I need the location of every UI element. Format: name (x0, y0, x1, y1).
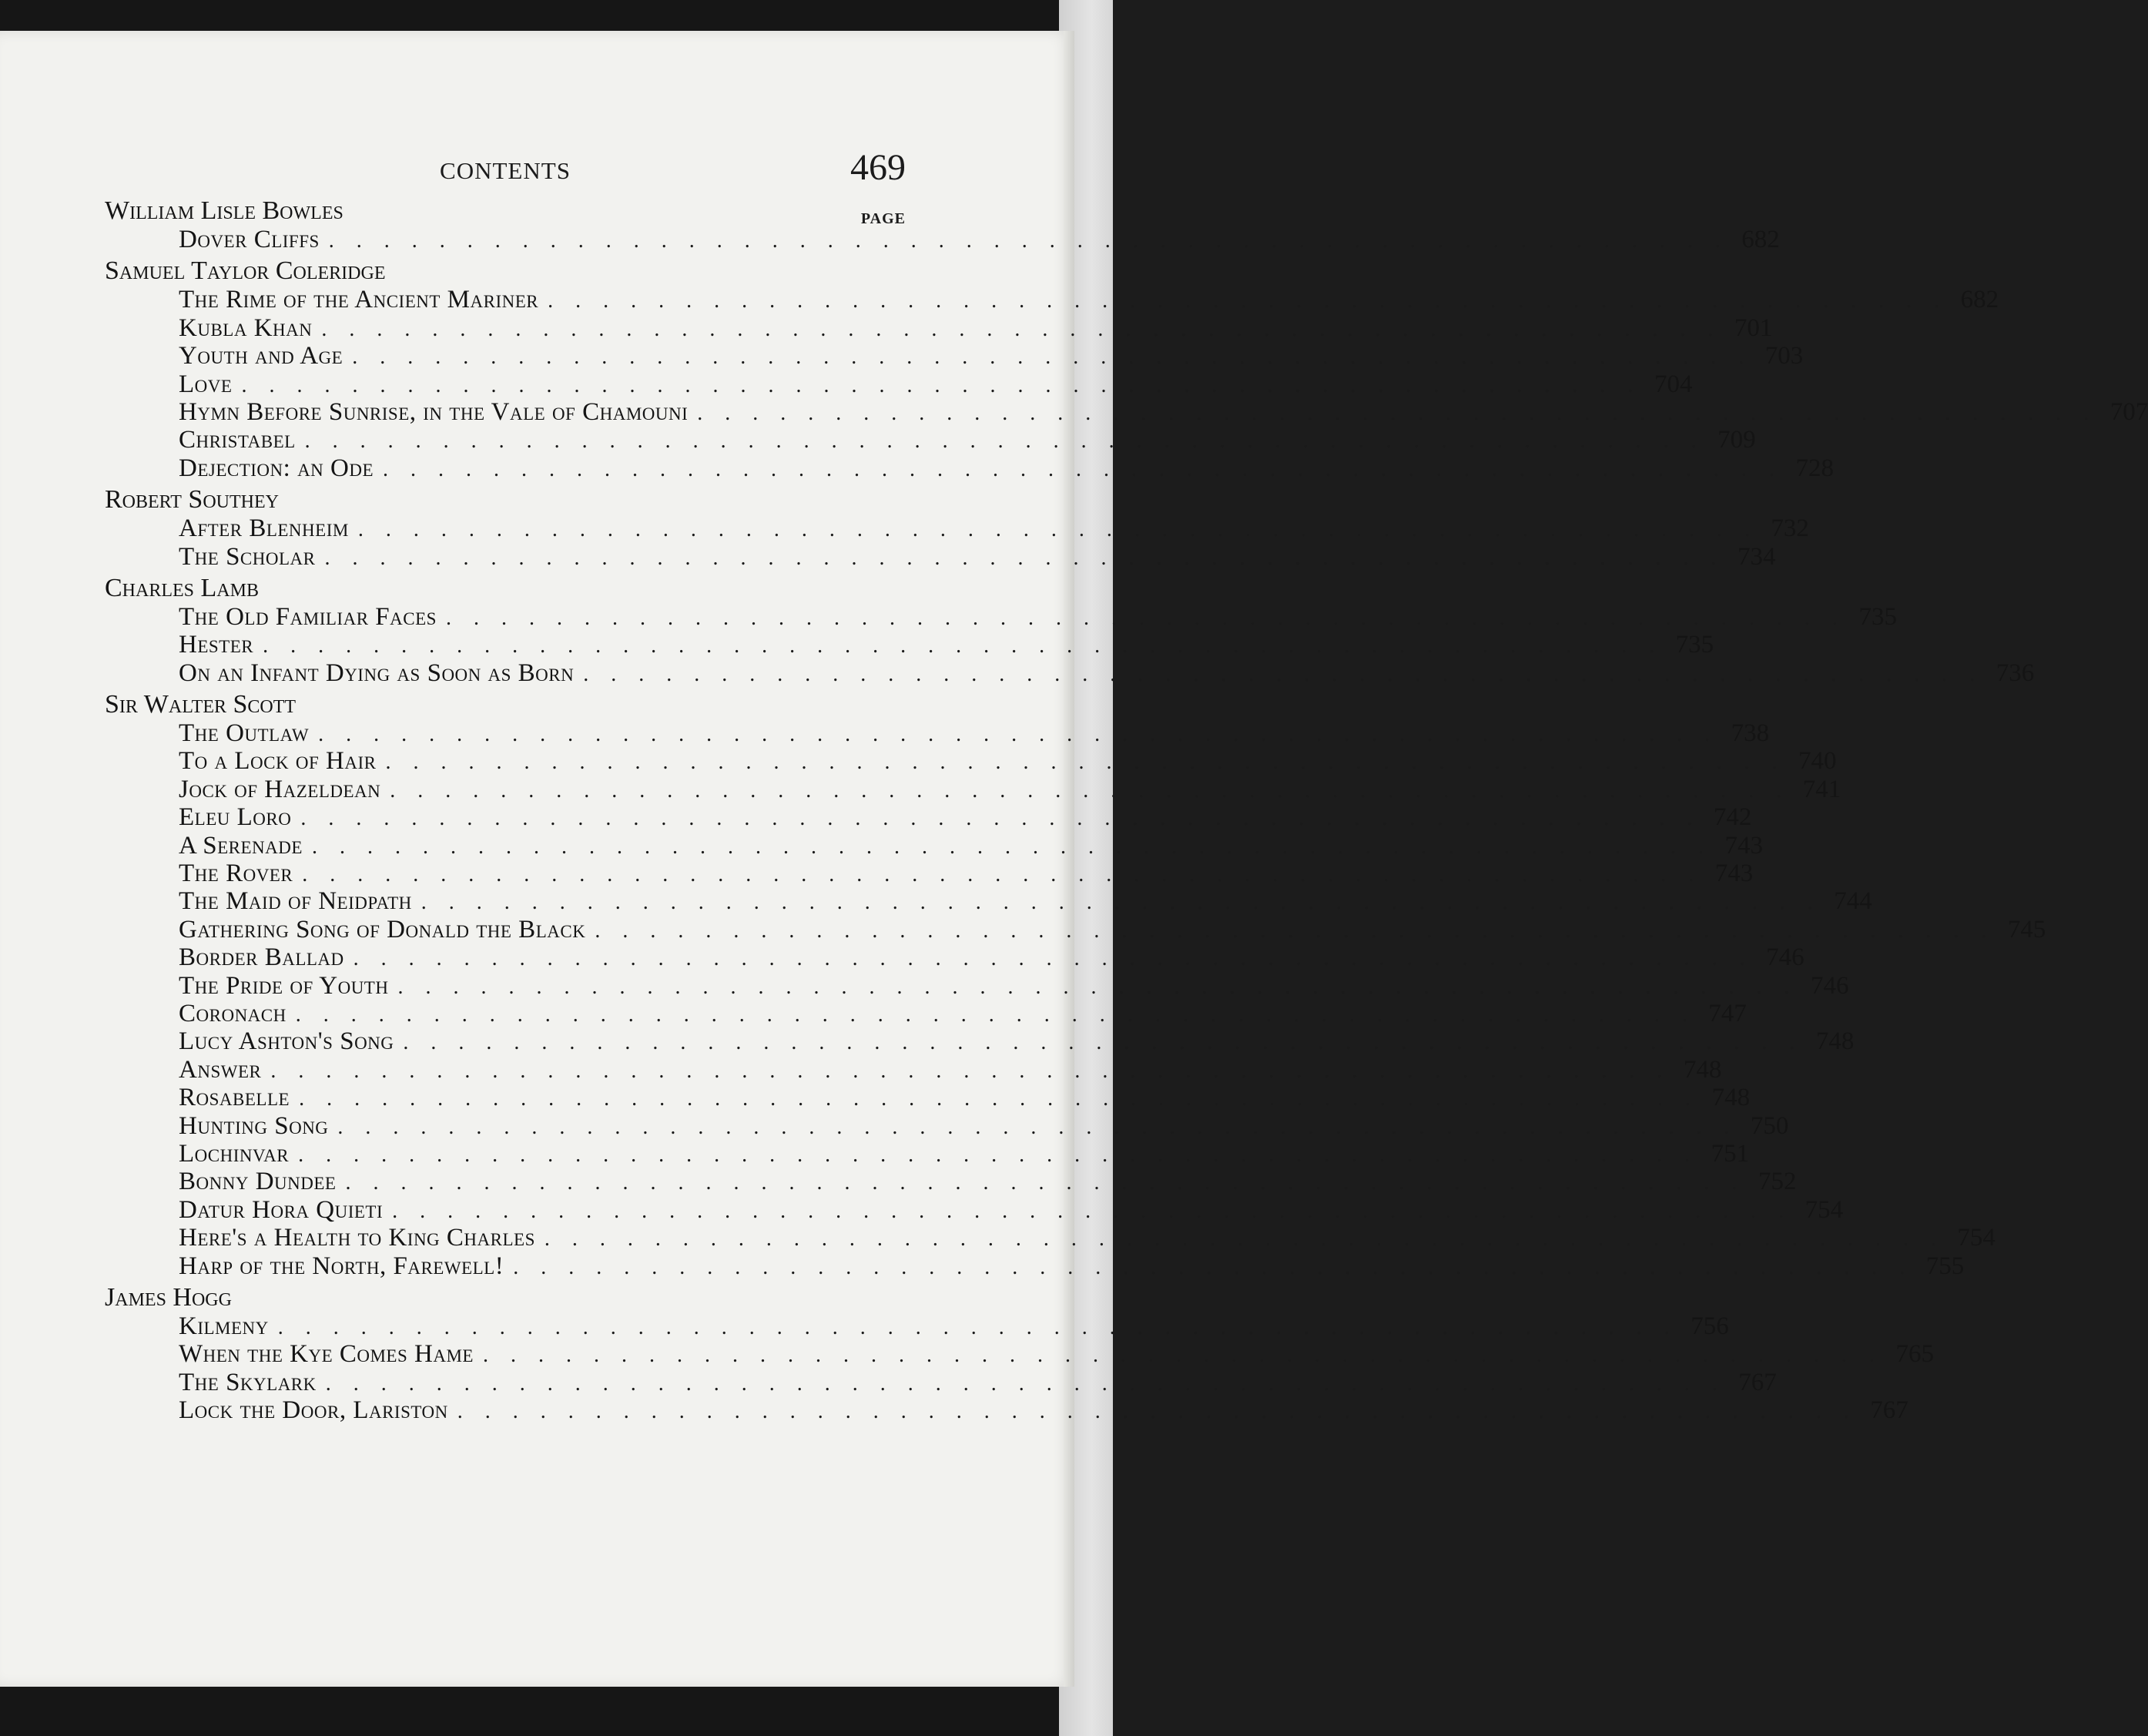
dot-leader: . . . . . . . . . . . . . . . . . . . . . . . . . . . . . . . . . . . . . . . . . . . . . . . . . . . (403, 1031, 1804, 1055)
dot-leader: . . . . . . . . . . . . . . . . . . . . . . . . . . . . . . . . . . . . . . . . . . . . . . . . . . . (302, 863, 1703, 887)
dot-leader: . . . . . . . . . . . . . . . . . . . . . . . . . . . . . . . . . . . . . . . . . . . . . . . . . . . (324, 545, 1725, 570)
entry-page-number: 738 (1731, 719, 1770, 748)
entry-title: Kubla Khan (179, 313, 313, 342)
dot-leader: . . . . . . . . . . . . . . . . . . . . . . . . . . . . . . . . . . . . . . . . . . . . . . . . . . . (392, 1198, 1793, 1223)
toc-entry (105, 1027, 1855, 1056)
entry-title: Hymn Before Sunrise, in the Vale of Chamouni (179, 397, 689, 426)
entry-page-number: 704 (1654, 370, 1693, 398)
entry-page-number: 707 (2109, 397, 2148, 426)
entry-title: The Scholar (179, 542, 316, 571)
toc-entry (105, 1224, 1996, 1252)
entry-title: Rosabelle (179, 1084, 290, 1112)
entry-page-number: 747 (1708, 999, 1747, 1027)
dot-leader: . . . . . . . . . . . . . . . . . . . . . . . . . . . . . . . . . . . . . . . . . . . . . . . . . . . (385, 750, 1786, 775)
entry-title: Coronach (179, 999, 287, 1027)
entry-title: The Outlaw (179, 719, 310, 748)
toc-entry (105, 1168, 1797, 1196)
entry-page-number: 682 (1960, 286, 1999, 314)
dot-leader: . . . . . . . . . . . . . . . . . . . . . . . . . . . . . . . . . . . . . . . . . . . . . . . . . . . (295, 1002, 1696, 1027)
author-heading: Charles Lamb (105, 573, 259, 602)
toc-entry (105, 999, 1747, 1027)
entry-page-number: 755 (1925, 1252, 1965, 1280)
entry-page-number: 734 (1737, 542, 1776, 571)
entry-title: Gathering Song of Donald the Black (179, 915, 586, 943)
dot-leader: . . . . . . . . . . . . . . . . . . . . . . . . . . . . . . . . . . . . . . . . . . . . . . . . . . . (352, 345, 1753, 370)
entry-title: Youth and Age (179, 342, 343, 370)
entry-page-number: 745 (2007, 915, 2046, 943)
entry-page-number: 703 (1764, 342, 1804, 370)
dot-leader: . . . . . . . . . . . . . . . . . . . . . . . . . . . . . . . . . . . . . . . . . . . . . . . . . . . (548, 289, 1949, 313)
dot-leader: . . . . . . . . . . . . . . . . . . . . . . . . . . . . . . . . . . . . . . . . . . . . . . . . . . . (270, 1058, 1671, 1083)
entry-page-number: 767 (1870, 1396, 1908, 1425)
author-heading: Sir Walter Scott (105, 690, 297, 719)
entry-title: Lock the Door, Lariston (179, 1396, 448, 1425)
dot-leader: . . . . . . . . . . . . . . . . . . . . . . . . . . . . . . . . . . . . . . . . . . . . . . . . . . . (241, 373, 1642, 397)
entry-title: A Serenade (179, 831, 303, 860)
dot-leader: . . . . . . . . . . . . . . . . . . . . . . . . . . . . . . . . . . . . . . . . . . . . . . . . . . . (583, 662, 1984, 686)
dot-leader: . . . . . . . . . . . . . . . . . . . . . . . . . . . . . . . . . . . . . . . . . . . . . . . . . . . (513, 1255, 1914, 1279)
table-of-contents: PAGE William Lisle Bowles Dover Cliffs . . . . . . . . . . . . . . . . . . . . . . . . . . . . . . . . . . . . . . . . . . . . . . . . . . . 682 Samuel Taylor Coleridge The Rime of the Ancient Mariner . . . . . . . . . . . . . . . . . . . . . . . . . . . . . . . . . . . . . . . . . . . . . . . . . . . 682 Kubla Khan . . . . . . . . . . . . . . . . . . . . . . . . . . . . . . . . . . . . . . . . . . . . . . . . . . . 701 Youth and Age . . . . . . . . . . . . . . . . . . . . . . . . . . . . . . . . . . . . . . . . . . . . . . . . . . . 703 Love . . . . . . . . . . . . . . . . . . . . . . . . . . . . . . . . . . . . . . . . . . . . . . . . . . . 704 Hymn Before Sunrise, in the Vale of Chamouni . . . . . . . . . . . . . . . . . . . . . . . . . . . . . . . . . . . . . . . . . . . . . . . . . . . 707 Christabel . . . . . . . . . . . . . . . . . . . . . . . . . . . . . . . . . . . . . . . . . . . . . . . . . . . 709 Dejection: an Ode . . . . . . . . . . . . . . . . . . . . . . . . . . . . . . . . . . . . . . . . . . . . . . . . . . . 728 Robert Southey After Blenheim . . . . . . . . . . . . . . . . . . . . . . . . . . . . . . . . . . . . . . . . . . . . . . . . . . . 732 The Scholar . . . . . . . . . . . . . . . . . . . . . . . . . . . . . . . . . . . . . . . . . . . . . . . . . . . 734 Charles Lamb The Old Familiar Faces . . . . . . . . . . . . . . . . . . . . . . . . . . . . . . . . . . . . . . . . . . . . . . . . . . . 735 Hester . . . . . . . . . . . . . . . . . . . . . . . . . . . . . . . . . . . . . . . . . . . . . . . . . . . 735 On an Infant Dying as Soon as Born . . . . . . . . . . . . . . . . . . . . . . . . . . . . . . . . . . . . . . . . . . . . . . . . . . . 736 Sir Walter Scott The Outlaw . . . . . . . . . . . . . . . . . . . . . . . . . . . . . . . . . . . . . . . . . . . . . . . . . . . 738 To a Lock of Hair . . . . . . . . . . . . . . . . . . . . . . . . . . . . . . . . . . . . . . . . . . . . . . . . . . . 740 Jock of Hazeldean . . . . . . . . . . . . . . . . . . . . . . . . . . . . . . . . . . . . . . . . . . . . . . . . . . . 741 Eleu Loro . . . . . . . . . . . . . . . . . . . . . . . . . . . . . . . . . . . . . . . . . . . . . . . . . . . 742 A Serenade . . . . . . . . . . . . . . . . . . . . . . . . . . . . . . . . . . . . . . . . . . . . . . . . . . . 743 The Rover . . . . . . . . . . . . . . . . . . . . . . . . . . . . . . . . . . . . . . . . . . . . . . . . . . . 743 The Maid of Neidpath . . . . . . . . . . . . . . . . . . . . . . . . . . . . . . . . . . . . . . . . . . . . . . . . . . . 744 Gathering Song of Donald the Black . . . . . . . . . . . . . . . . . . . . . . . . . . . . . . . . . . . . . . . . . . . . . . . . . . . 745 Border Ballad . . . . . . . . . . . . . . . . . . . . . . . . . . . . . . . . . . . . . . . . . . . . . . . . . . . 746 The Pride of Youth . . . . . . . . . . . . . . . . . . . . . . . . . . . . . . . . . . . . . . . . . . . . . . . . . . . 746 Coronach . . . . . . . . . . . . . . . . . . . . . . . . . . . . . . . . . . . . . . . . . . . . . . . . . . . 747 Lucy Ashton's Song . . . . . . . . . . . . . . . . . . . . . . . . . . . . . . . . . . . . . . . . . . . . . . . . . . . 748 Answer . . . . . . . . . . . . . . . . . . . . . . . . . . . . . . . . . . . . . . . . . . . . . . . . . . . 748 Rosabelle . . . . . . . . . . . . . . . . . . . . . . . . . . . . . . . . . . . . . . . . . . . . . . . . . . . 748 Hunting Song . . . . . . . . . . . . . . . . . . . . . . . . . . . . . . . . . . . . . . . . . . . . . . . . . . . 750 Lochinvar . . . . . . . . . . . . . . . . . . . . . . . . . . . . . . . . . . . . . . . . . . . . . . . . . . . 751 Bonny Dundee . . . . . . . . . . . . . . . . . . . . . . . . . . . . . . . . . . . . . . . . . . . . . . . . . . . 752 Datur Hora Quieti . . . . . . . . . . . . . . . . . . . . . . . . . . . . . . . . . . . . . . . . . . . . . . . . . . . 754 Here's a Health to King Charles . . . . . . . . . . . . . . . . . . . . . . . . . . . . . . . . . . . . . . . . . . . . . . . . . . . 754 Harp of the North, Farewell! . . . . . . . . . . . . . . . . . . . . . . . . . . . . . . . . . . . . . . . . . . . . . . . . . . . 755 James Hogg Kilmeny . . . . . . . . . . . . . . . . . . . . . . . . . . . . . . . . . . . . . . . . . . . . . . . . . . . 756 When the Kye Comes Hame . . . . . . . . . . . . . . . . . . . . . . . . . . . . . . . . . . . . . . . . . . . . . . . . . . . 765 The Skylark . . . . . . . . . . . . . . . . . . . . . . . . . . . . . . . . . . . . . . . . . . . . . . . . . . . 767 Lock the Door, Lariston . . . . . . . . . . . . . . . . . . . . . . . . . . . . . . . . . . . . . . . . . . . . . . . . . . . 767 (105, 196, 906, 1424)
toc-entry (105, 602, 1897, 631)
entry-page-number: 701 (1734, 313, 1773, 342)
toc-entry (105, 831, 1763, 860)
toc-entry (105, 542, 1776, 571)
toc-entry (105, 971, 1849, 1000)
dot-leader: . . . . . . . . . . . . . . . . . . . . . . . . . . . . . . . . . . . . . . . . . . . . . . . . . . . (353, 947, 1754, 971)
toc-entry (105, 370, 1693, 398)
author-heading: Samuel Taylor Coleridge (105, 256, 386, 286)
toc-entry (105, 719, 1770, 748)
toc-entry (105, 1312, 1729, 1340)
toc-entry (105, 943, 1805, 972)
toc-entry (105, 1252, 1965, 1280)
entry-page-number: 732 (1771, 514, 1809, 543)
entry-title: The Old Familiar Faces (179, 602, 437, 631)
toc-entry (105, 454, 1835, 482)
entry-page-number: 743 (1724, 831, 1763, 860)
entry-title: Here's a Health to King Charles (179, 1224, 535, 1252)
entry-title: The Skylark (179, 1368, 317, 1396)
toc-entry (105, 514, 1809, 543)
entry-page-number: 743 (1714, 860, 1754, 888)
toc-entry (105, 313, 1773, 342)
author-heading: James Hogg (105, 1282, 232, 1312)
entry-title: Dejection: an Ode (179, 454, 374, 482)
dot-leader: . . . . . . . . . . . . . . . . . . . . . . . . . . . . . . . . . . . . . . . . . . . . . . . . . . . (263, 634, 1664, 659)
entry-title: Jock of Hazeldean (179, 775, 381, 803)
dot-leader: . . . . . . . . . . . . . . . . . . . . . . . . . . . . . . . . . . . . . . . . . . . . . . . . . . . (421, 890, 1821, 915)
toc-entry (105, 1340, 1934, 1369)
entry-page-number: 750 (1750, 1111, 1789, 1140)
entry-title: Lucy Ashton's Song (179, 1027, 394, 1056)
entry-title: The Rime of the Ancient Mariner (179, 286, 539, 314)
toc-entry (105, 342, 1804, 370)
dot-leader: . . . . . . . . . . . . . . . . . . . . . . . . . . . . . . . . . . . . . . . . . . . . . . . . . . . (298, 1142, 1699, 1167)
entry-page-number: 740 (1798, 747, 1837, 776)
toc-entry (105, 659, 2035, 687)
page-header (105, 123, 906, 188)
toc-entry (105, 286, 1999, 314)
toc-entry (105, 1396, 1908, 1425)
dot-leader: . . . . . . . . . . . . . . . . . . . . . . . . . . . . . . . . . . . . . . . . . . . . . . . . . . . (299, 1087, 1700, 1111)
entry-page-number: 748 (1815, 1027, 1855, 1056)
entry-title: Dover Cliffs (179, 226, 320, 253)
entry-page-number: 682 (1741, 226, 1780, 253)
entry-title: On an Infant Dying as Soon as Born (179, 659, 575, 687)
toc-entry (105, 1055, 1722, 1084)
entry-page-number: 765 (1895, 1340, 1934, 1369)
entry-page-number: 748 (1683, 1055, 1722, 1084)
entry-title: Answer (179, 1055, 262, 1084)
entry-title: Border Ballad (179, 943, 344, 972)
entry-title: After Blenheim (179, 514, 349, 543)
entry-title: Christabel (179, 426, 296, 454)
toc-entry (105, 1368, 1777, 1396)
dot-leader: . . . . . . . . . . . . . . . . . . . . . . . . . . . . . . . . . . . . . . . . . . . . . . . . . . . (445, 605, 1846, 630)
entry-page-number: 754 (1805, 1195, 1844, 1224)
dot-leader: . . . . . . . . . . . . . . . . . . . . . . . . . . . . . . . . . . . . . . . . . . . . . . . . . . . (544, 1227, 1945, 1252)
dot-leader: . . . . . . . . . . . . . . . . . . . . . . . . . . . . . . . . . . . . . . . . . . . . . . . . . . . (321, 317, 1722, 341)
dot-leader: . . . . . . . . . . . . . . . . . . . . . . . . . . . . . . . . . . . . . . . . . . . . . . . . . . . (345, 1171, 1746, 1195)
entry-page-number: 767 (1738, 1368, 1777, 1396)
entry-page-number: 746 (1766, 943, 1805, 972)
toc-entry (105, 1139, 1750, 1168)
dot-leader: . . . . . . . . . . . . . . . . . . . . . . . . . . . . . . . . . . . . . . . . . . . . . . . . . . . (300, 806, 1701, 831)
toc-entry (105, 397, 2148, 426)
entry-title: Lochinvar (179, 1139, 290, 1168)
entry-title: Kilmeny (179, 1312, 269, 1340)
dot-leader: . . . . . . . . . . . . . . . . . . . . . . . . . . . . . . . . . . . . . . . . . . . . . . . . . . . (357, 518, 1758, 542)
dot-leader: . . . . . . . . . . . . . . . . . . . . . . . . . . . . . . . . . . . . . . . . . . . . . . . . . . . (277, 1315, 1678, 1339)
entry-title: The Pride of Youth (179, 971, 389, 1000)
entry-title: Hunting Song (179, 1111, 329, 1140)
toc-entry (105, 747, 1837, 776)
entry-title: Datur Hora Quieti (179, 1195, 384, 1224)
dot-leader: . . . . . . . . . . . . . . . . . . . . . . . . . . . . . . . . . . . . . . . . . . . . . . . . . . . (697, 400, 2098, 425)
dot-leader: . . . . . . . . . . . . . . . . . . . . . . . . . . . . . . . . . . . . . . . . . . . . . . . . . . . (328, 229, 1729, 253)
entry-title: The Maid of Neidpath (179, 887, 412, 916)
entry-page-number: 752 (1758, 1168, 1797, 1196)
entry-page-number: 742 (1713, 803, 1752, 832)
entry-title: Love (179, 370, 233, 398)
entry-title: Bonny Dundee (179, 1168, 337, 1196)
entry-page-number: 746 (1810, 971, 1849, 1000)
dot-leader: . . . . . . . . . . . . . . . . . . . . . . . . . . . . . . . . . . . . . . . . . . . . . . . . . . . (390, 778, 1791, 803)
author-heading: William Lisle Bowles (105, 196, 343, 225)
entry-title: Harp of the North, Farewell! (179, 1252, 504, 1280)
toc-entry (105, 1195, 1844, 1224)
toc-entry (105, 915, 2046, 943)
dot-leader: . . . . . . . . . . . . . . . . . . . . . . . . . . . . . . . . . . . . . . . . . . . . . . . . . . . (397, 974, 1798, 999)
toc-entry (105, 226, 1780, 253)
entry-page-number: 744 (1834, 887, 1872, 916)
dot-leader: . . . . . . . . . . . . . . . . . . . . . . . . . . . . . . . . . . . . . . . . . . . . . . . . . . . (325, 1371, 1726, 1396)
dot-leader: . . . . . . . . . . . . . . . . . . . . . . . . . . . . . . . . . . . . . . . . . . . . . . . . . . . (304, 429, 1705, 454)
dot-leader: . . . . . . . . . . . . . . . . . . . . . . . . . . . . . . . . . . . . . . . . . . . . . . . . . . . (318, 722, 1719, 747)
dot-leader: . . . . . . . . . . . . . . . . . . . . . . . . . . . . . . . . . . . . . . . . . . . . . . . . . . . (383, 457, 1784, 481)
entry-title: When the Kye Comes Hame (179, 1340, 474, 1369)
toc-entry (105, 887, 1872, 916)
dot-leader: . . . . . . . . . . . . . . . . . . . . . . . . . . . . . . . . . . . . . . . . . . . . . . . . . . . (457, 1399, 1858, 1424)
toc-entry (105, 1084, 1751, 1112)
entry-page-number: 751 (1711, 1139, 1750, 1168)
page-number: 469 (850, 147, 906, 188)
dot-leader: . . . . . . . . . . . . . . . . . . . . . . . . . . . . . . . . . . . . . . . . . . . . . . . . . . . (337, 1114, 1738, 1139)
entry-page-number: 735 (1675, 631, 1714, 659)
toc-entry (105, 803, 1752, 832)
entry-page-number: 736 (1996, 659, 2035, 687)
entry-page-number: 748 (1711, 1084, 1751, 1112)
entry-page-number: 754 (1957, 1224, 1996, 1252)
entry-page-number: 756 (1691, 1312, 1729, 1340)
dot-leader: . . . . . . . . . . . . . . . . . . . . . . . . . . . . . . . . . . . . . . . . . . . . . . . . . . . (595, 918, 1996, 943)
dot-leader: . . . . . . . . . . . . . . . . . . . . . . . . . . . . . . . . . . . . . . . . . . . . . . . . . . . (311, 834, 1712, 859)
entry-page-number: 741 (1802, 775, 1841, 803)
author-heading: Robert Southey (105, 485, 279, 514)
toc-entry (105, 860, 1754, 888)
page-title: CONTENTS (440, 157, 571, 184)
entry-title: Hester (179, 631, 254, 659)
entry-page-number: 728 (1795, 454, 1835, 482)
toc-entry (105, 631, 1714, 659)
toc-entry (105, 426, 1756, 454)
dot-leader: . . . . . . . . . . . . . . . . . . . . . . . . . . . . . . . . . . . . . . . . . . . . . . . . . . . (482, 1343, 1883, 1368)
toc-entry (105, 1111, 1789, 1140)
entry-title: Eleu Loro (179, 803, 292, 832)
entry-title: To a Lock of Hair (179, 747, 377, 776)
entry-page-number: 709 (1717, 426, 1756, 454)
toc-entry (105, 775, 1841, 803)
entry-page-number: 735 (1858, 602, 1897, 631)
entry-title: The Rover (179, 860, 293, 888)
